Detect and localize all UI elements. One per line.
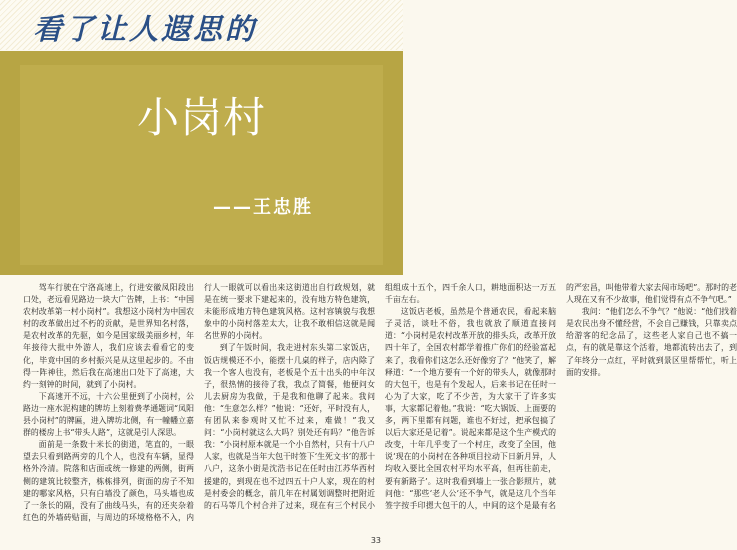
article-paragraph: 到了午饭时间，我走进村东头第二家饭店，饭店规模还不小，能摆十几桌的样子，店内除了我一个客人也没有，老板是个五十出头的中年汉子，很热情的接待了我，我点了简餐，他便问女儿去厨房为我做，于是我和他聊了起来。我问他：“生意怎么样？”他说：“还好，平时没有人，有团队来参观时又忙不过来，难做！”我又问：“小岗村就这么大吗？别处还有吗？”他告诉我：“小岗村原本就是一个小自然村，只有十八户人家，也就是当年大包干时签下‘生死文书’的那十八户，这条小街是沈浩书记在任时由江苏华西村援建的，到现在也不过四五十户人家，现在的村是村委会的概念，前几年在村属划调整时把附近的石马等几个村合并了过来，现在有三个村民小组组成十五个，四千余人口，耕地面积达一万五千亩左右。 (204, 283, 556, 510)
article-paragraph: 我问：“他们怎么不争气？”他说：“他们找着是农民出身不懂经营，不会自己赚钱，只靠卖点给游客的纪念品了，这些老人家自己也不搞一点，有的就是靠这个活着，地都流转出去了，到了年终分一点红，平时就到景区里帮帮忙，听上面的安排。 (566, 307, 737, 377)
article-paragraph: 这饭店老板，虽然是个普通农民，看起来脑子灵活，谈吐不俗，我也就放了顺道直接问道：“小岗村是农村改革开放的排头兵，改革开放四十年了，全国农村都学着推广你们的经验富起来了，我看你们这怎么还好像穷了？”他笑了，解释道：“一个地方要有一个好的带头人，就像那时的大包干，也是有个发起人，后来书记在任时一心为了大家，吃了不少苦，为大家干了许多实事，大家都记着他。”我说：“吃大锅饭、上面要的多，两下里都有问题，谁也不好过，把承包搞了以后大家还是记着”。说起来都是这个生产模式的改变，十年几乎变了一个村庄，改变了全国，他说‘现在的小岗村在各种项目拉动下日新月异，人均收入要比全国农村平均水平高，但再往前走，要有新路子’。这时我看到墙上一张合影照片，就问他：“那些‘老人公’还不争气，就是这几个当年签字按手印摁大包干的人，中间的这个是最有名的严宏昌，叫他带着大家去闯市场吧”。那时的老人现在又有不少故事，他们觉得有点不争气吧。” (385, 283, 737, 510)
article-paragraph: 下高速开不远，十六公里便到了小岗村，公路边一座水泥构建的牌坊上刻着费孝通题词“凤阳县小岗村”的牌匾，进入牌坊北侧，有一幢幡立嘉群的楼房上书“带头人路”，这就是引人深思。 (23, 391, 194, 438)
article-body (23, 282, 737, 534)
article-headline: 看了让人遐思的 (33, 12, 258, 46)
author-byline: ——王忠胜 (213, 197, 313, 218)
page-number: 33 (370, 536, 381, 545)
title-banner (0, 51, 403, 275)
article-paragraph: 驾车行驶在宁洛高速上，行进安徽凤阳段出口处，老远看见路边一块大广告牌，上书：“中国农村改革第一村小岗村”。我想这小岗村为中国农村的改革做出过不朽的贡献，是世界知名村落，是农村改革的先驱，如今是国家级美丽乡村，年年接待大批中外游人，我们应该去看看它的变化，毕竟中国的乡村振兴是从这里起步的。不由得一阵神往，然后我在高速出口处下了高速，大约一刻钟的时间，就到了小岗村。 (23, 283, 194, 389)
article-title: 小岗村 (136, 93, 266, 142)
article-paragraph: 面前是一条数十米长的街道，笔直的，一眼望去只看到路两旁的几个人，也没有车辆，显得格外冷清。院落和店面或统一修建的两侧，街两侧的建筑比较整齐，栋栋排列，街面的房子不知建的哪家风格，只有白墙没了颜色，马头墙也成了一条长的隔，没有了曲线马头，有的还夹杂着红色的外墙砖贴面，与周边的环境格格不入，内行人一眼就可以看出来这街道出自行政规划，就是在统一要求下建起来的，没有地方特色建筑，未能形成地方特色建筑风格。这村容镇貌与我想象中的小岗村落差太大，让我不敢相信这就是闻名世界的小岗村。 (23, 283, 375, 522)
